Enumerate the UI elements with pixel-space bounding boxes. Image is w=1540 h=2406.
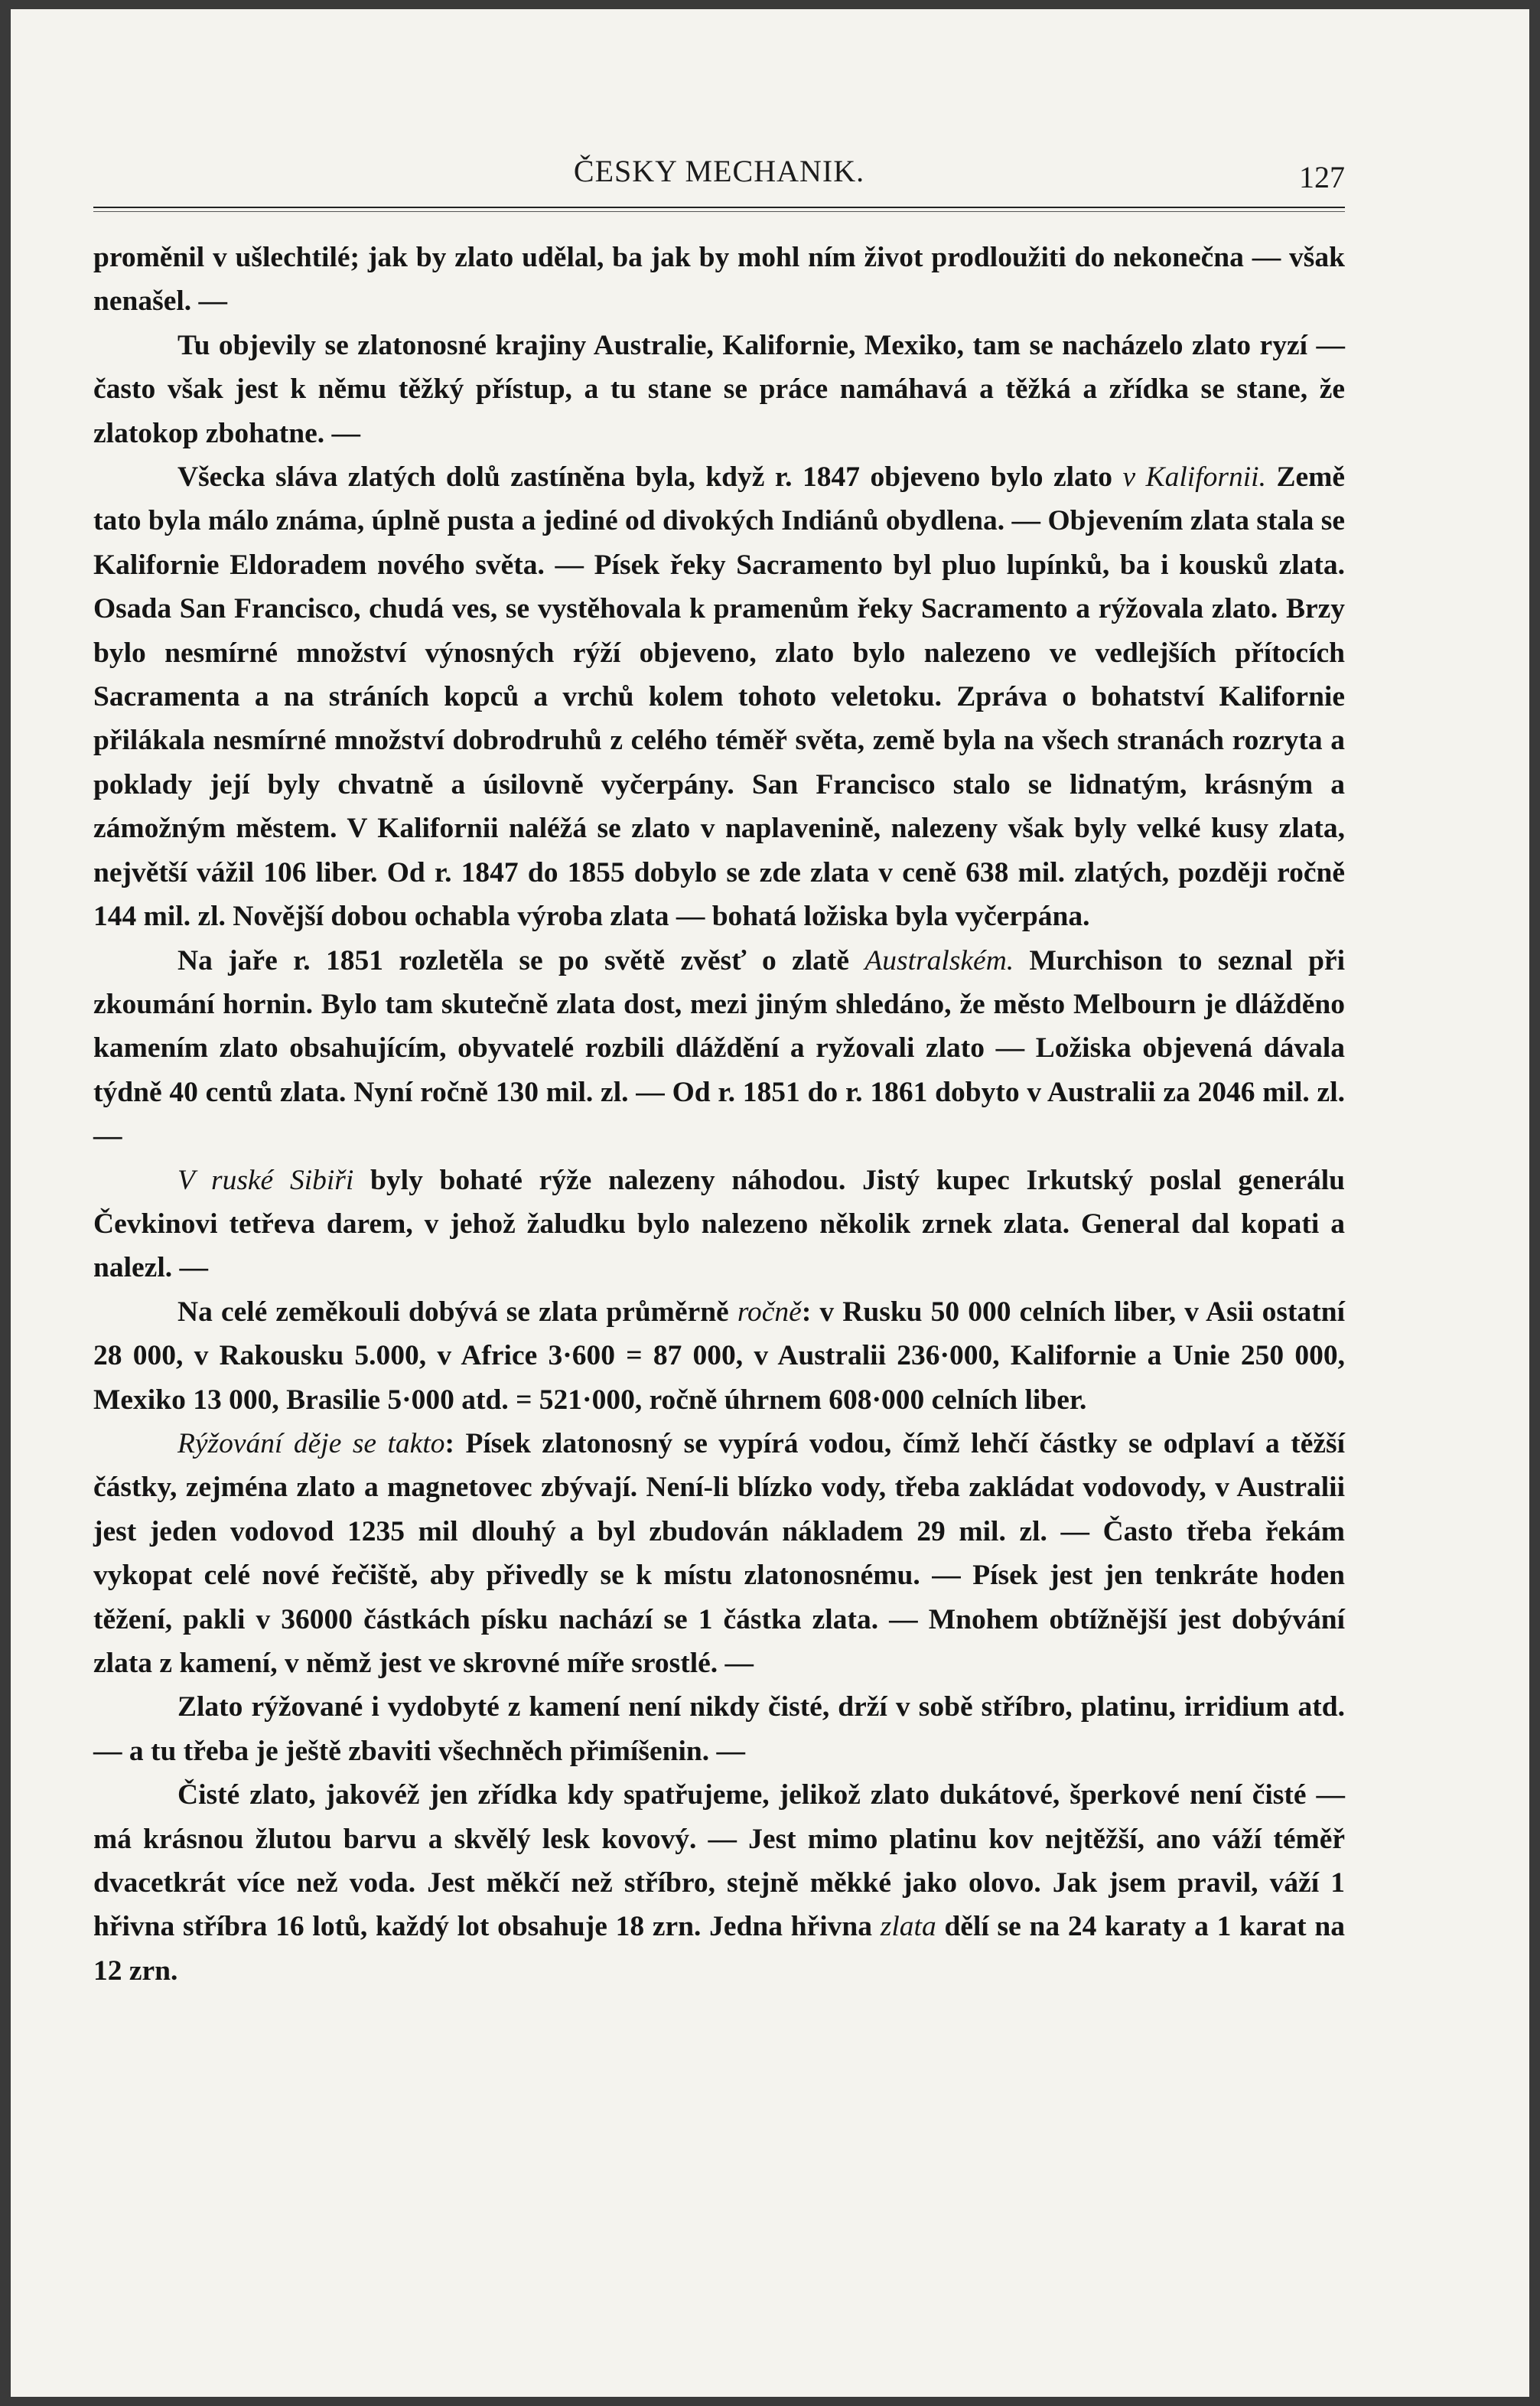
page-header <box>93 153 1345 199</box>
text-run: : v Rusku 50 000 celních liber, v Asii ostatní 28 000, v Rakousku 5.000, v Africe 3·600 = 87 000, v Australii 236·000, Kalifornie a Unie 250 000, Mexiko 13 000, Brasilie 5·000 atd. = 521·000, ročně úhrnem 608·000 celních liber. <box>93 1296 1345 1416</box>
text-run: proměnil v ušlechtilé; jak by zlato udělal, ba jak by mohl ním život prodloužiti do nekonečna — však nenašel. — <box>93 242 1345 318</box>
paragraph <box>93 1773 1345 1993</box>
body-text <box>93 236 1345 1993</box>
running-title: ČESKY MECHANIK. <box>573 154 865 188</box>
text-run: dělí se na 24 karaty a 1 karat na 12 zrn. <box>93 1911 1345 1987</box>
paragraph <box>93 324 1345 455</box>
text-run: Murchison to seznal při zkoumání hornin. Bylo tam skutečně zlata dost, mezi jiným shledáno, že město Melbourn je dlážděno kamením zlato obsahujícím, obyvatelé rozbili dláždění a ryžovali zlato — Ložiska objevená dávala týdně 40 centů zlata. Nyní ročně 130 mil. zl. — Od r. 1851 do r. 1861 dobyto v Australii za 2046 mil. zl. — <box>93 944 1345 1152</box>
text-run: Všecka sláva zlatých dolů zastíněna byla, když r. 1847 objeveno bylo zlato <box>177 461 1123 494</box>
paragraph <box>93 1159 1345 1290</box>
header-rule <box>93 207 1345 208</box>
header-rule-thin <box>93 211 1345 212</box>
paragraph <box>93 1422 1345 1685</box>
italic-run: Australském. <box>864 944 1014 976</box>
paragraph <box>93 1290 1345 1422</box>
text-run: Země tato byla málo známa, úplně pusta a jediné od divokých Indiánů obydlena. — Objevením zlata stala se Kalifornie Eldoradem nového světa. — Písek řeky Sacramento byl pluo lupínků, ba i kousků zlata. Osada San Francisco, chudá ves, se vystěhovala k pramenům řeky Sacramento a rýžovala zlato. Brzy bylo nesmírné množství výnosných rýží objeveno, zlato bylo nalezeno ve vedlejších přítocích Sacramenta a na stráních kopců a vrchů kolem tohoto veletoku. Zpráva o bohatství Kalifornie přilákala nesmírné množství dobrodruhů z celého téměř světa, země byla na všech stranách rozryta a poklady její byly chvatně a úsilovně vyčerpány. San Francisco stalo se lidnatým, krásným a zámožným městem. V Kalifornii naléžá se zlato v naplavenině, nalezeny však byly velké kusy zlata, největší vážil 106 liber. Od r. 1847 do 1855 dobylo se zde zlata v ceně 638 mil. zlatých, později ročně 144 mil. zl. Novější dobou ochabla výroba zlata — bohatá ložiska byla vyčerpána. <box>93 461 1345 933</box>
italic-run: v Kalifornii. <box>1122 461 1266 494</box>
italic-run: Rýžování děje se takto <box>177 1427 445 1459</box>
text-run: byly bohaté rýže nalezeny náhodou. Jistý kupec Irkutský poslal generálu Čevkinovi tetřeva darem, v jehož žaludku bylo nalezeno několik zrnek zlata. General dal kopati a nalezl. — <box>93 1164 1345 1284</box>
text-run: Na celé zeměkouli dobývá se zlata průměrně <box>177 1296 737 1328</box>
paragraph <box>93 455 1345 938</box>
paragraph <box>93 1685 1345 1773</box>
book-page <box>11 9 1529 2397</box>
italic-run: V ruské Sibiři <box>177 1164 354 1196</box>
italic-run: zlata <box>880 1911 936 1943</box>
paragraph <box>93 236 1345 324</box>
text-run: Tu objevily se zlatonosné krajiny Australie, Kalifornie, Mexiko, tam se nacházelo zlato ryzí — často však jest k němu těžký přístup, a tu stane se práce namáhavá a těžká a zřídka se stane, že zlatokop zbohatne. — <box>93 329 1345 449</box>
text-run: Na jaře r. 1851 rozletěla se po světě zvěsť o zlatě <box>177 944 865 976</box>
page-number: 127 <box>1299 160 1345 194</box>
italic-run: ročně <box>737 1296 802 1328</box>
text-run: : Písek zlatonosný se vypírá vodou, čímž lehčí částky se odplaví a těžší částky, zejména zlato a magnetovec zbývají. Není-li blízko vody, třeba zakládat vodovody, v Australii jest jeden vodovod 1235 mil dlouhý a byl zbudován nákladem 29 mil. zl. — Často třeba řekám vykopat celé nové řečiště, aby přivedly se k místu zlatonosnému. — Písek jest jen tenkráte hoden těžení, pakli v 36000 částkách písku nachází se 1 částka zlata. — Mnohem obtížnější jest dobývání zlata z kamení, v němž jest ve skrovné míře srostlé. — <box>93 1427 1346 1679</box>
text-run: Zlato rýžované i vydobyté z kamení není nikdy čisté, drží v sobě stříbro, platinu, irridium atd. — a tu třeba je ještě zbaviti všechněch přimíšenin. — <box>93 1691 1345 1767</box>
text-run: Čisté zlato, jakovéž jen zřídka kdy spatřujeme, jelikož zlato dukátové, šperkové není čisté — má krásnou žlutou barvu a skvělý lesk kovový. — Jest mimo platinu kov nejtěžší, ano váží téměř dvacetkrát více než voda. Jest měkčí než stříbro, stejně měkké jako olovo. Jak jsem pravil, váží 1 hřivna stříbra 16 lotů, každý lot obsahuje 18 zrn. Jedna hřivna <box>93 1779 1345 1943</box>
paragraph <box>93 939 1345 1159</box>
